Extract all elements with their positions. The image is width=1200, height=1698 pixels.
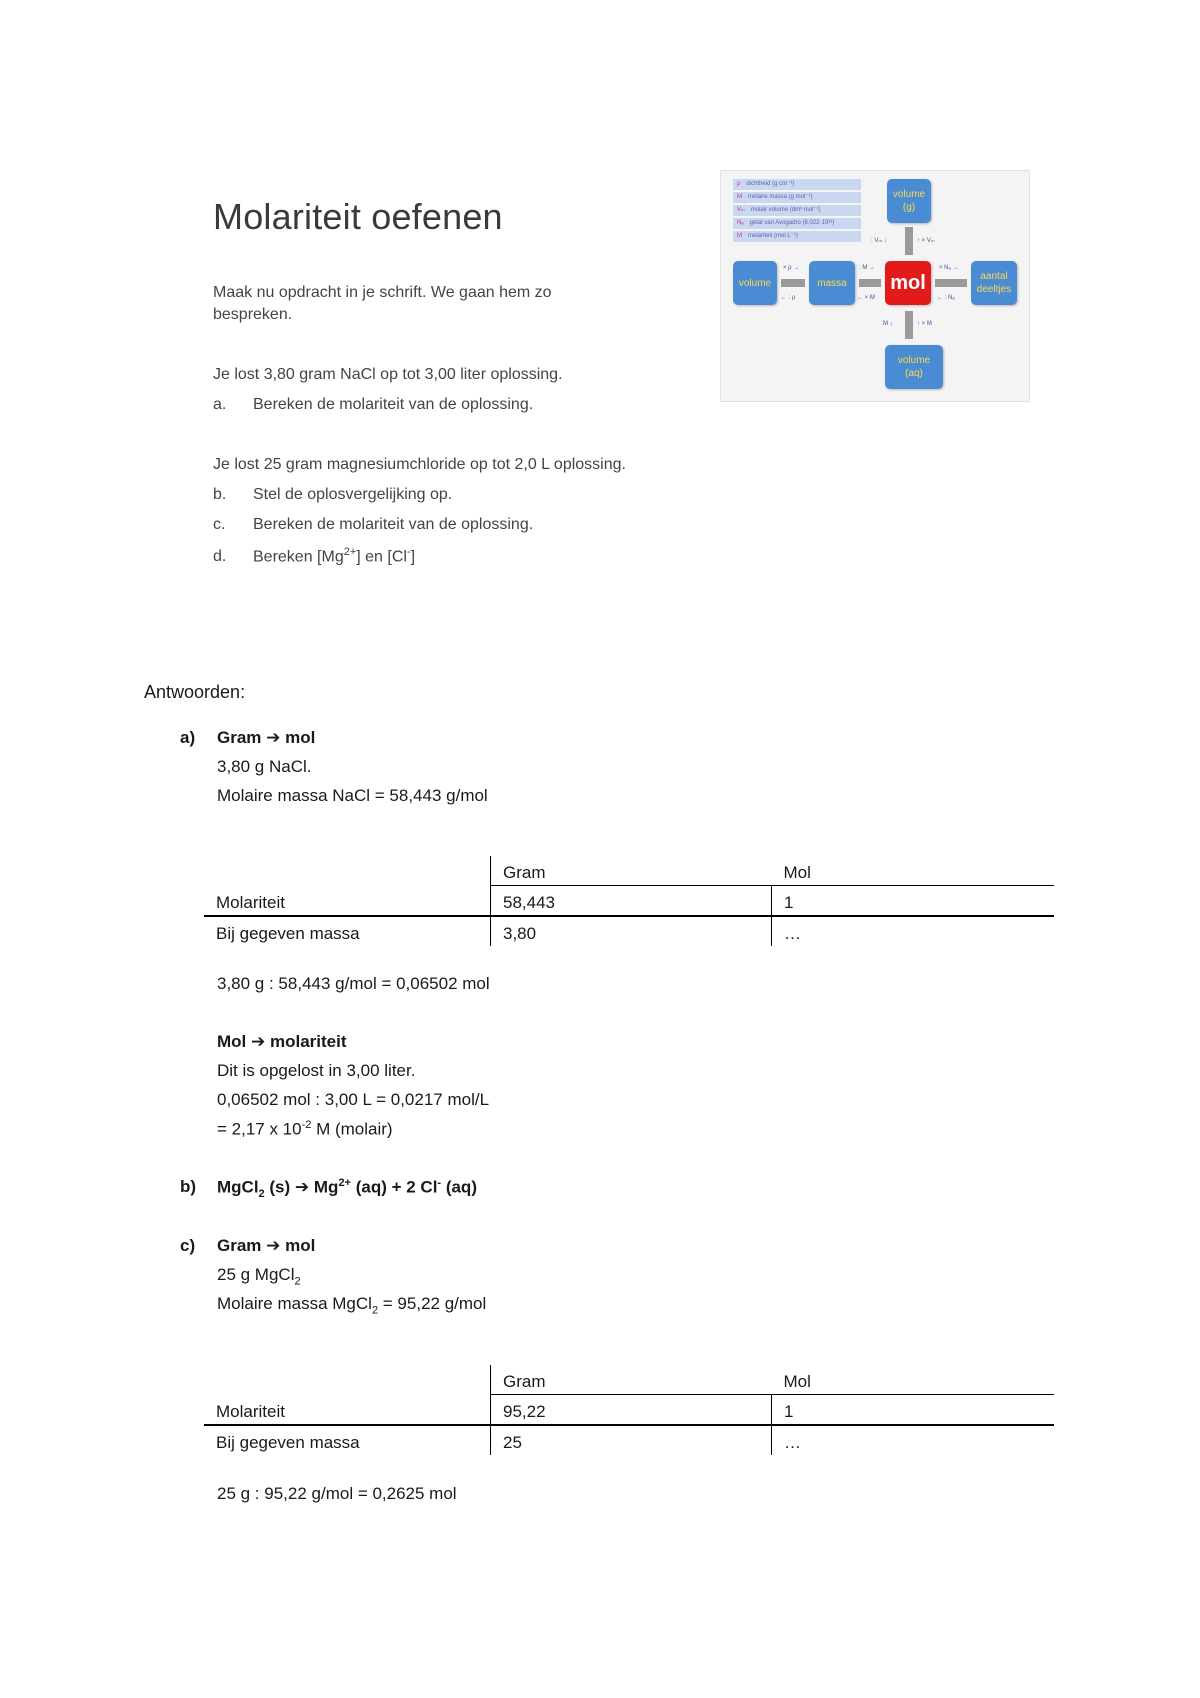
table-cell: Molariteit: [204, 1395, 491, 1426]
text-part: = 95,22 g/mol: [378, 1294, 487, 1313]
answer-a-marker: a): [180, 728, 196, 747]
slide-intro-line1: Maak nu opdracht in je schrift. We gaan hem zo: [213, 284, 552, 301]
table-cell: 1: [772, 886, 1055, 917]
legend-text: molaire massa (g mol⁻¹): [748, 194, 813, 200]
text-sub: 2: [258, 1188, 265, 1201]
answer-b-equation: [217, 1177, 477, 1200]
table-row: [204, 916, 1054, 946]
answer-c-step1: [217, 1236, 315, 1256]
table-row: [204, 1395, 1054, 1426]
item-text: Bereken de molariteit van de oplossing.: [253, 516, 534, 533]
table-cell: 58,443: [491, 886, 772, 917]
text-part: 25 g MgCl: [217, 1265, 295, 1284]
box-label: aantal: [980, 271, 1008, 282]
step-to: mol: [285, 1236, 316, 1255]
right-arrow-icon: ➔: [251, 1032, 266, 1051]
legend-symbol: M: [737, 233, 742, 239]
answer-a-step1: [217, 728, 315, 748]
table-row: [204, 886, 1054, 917]
step-to: mol: [285, 728, 316, 747]
item-text: Stel de oplosvergelijking op.: [253, 486, 453, 503]
answer-a-line4: 0,06502 mol : 3,00 L = 0,0217 mol/L: [217, 1090, 490, 1109]
text-part: M (molair): [311, 1119, 393, 1139]
item-sup: 2+: [343, 546, 357, 558]
arrow-label: M ↓: [883, 321, 893, 327]
volume-box: [733, 261, 777, 305]
legend-symbol: Nₐ: [737, 220, 744, 226]
box-label: deeltjes: [976, 284, 1012, 295]
text-part: (aq): [441, 1177, 477, 1197]
slide-item-c: [213, 516, 533, 534]
legend-symbol: Vₘ: [737, 207, 745, 213]
table-cell: …: [772, 916, 1055, 946]
text-part: (s): [264, 1177, 295, 1197]
table-cell: …: [772, 1425, 1055, 1455]
conversion-table-c: [204, 1365, 1054, 1455]
item-label: d.: [213, 548, 227, 566]
text-sub: 2: [294, 1275, 301, 1288]
answer-a-line5: [217, 1119, 393, 1140]
step-from: Mol: [217, 1032, 247, 1051]
item-sup2: -: [406, 546, 411, 558]
item-text-prefix: Bereken [Mg: [253, 548, 344, 566]
text-part: Molaire massa MgCl: [217, 1294, 372, 1313]
table-cell: Gram: [491, 856, 772, 886]
box-label: volume: [738, 277, 772, 289]
answer-c-line2: [217, 1294, 486, 1316]
right-arrow-icon: ➔: [294, 1177, 310, 1197]
table-cell: [204, 856, 491, 886]
legend-row: [733, 231, 861, 242]
table-cell: Mol: [772, 856, 1055, 886]
massa-box: [809, 261, 855, 305]
text-part: (aq) + 2 Cl: [350, 1177, 438, 1197]
legend-text: dichtheid (g cm⁻³): [746, 181, 795, 187]
aantal-deeltjes-box: [971, 261, 1017, 305]
item-label: c.: [213, 516, 226, 533]
item-text-suffix: ]: [410, 548, 416, 566]
box-label: (g): [902, 202, 916, 213]
arrow-massa-mol: [859, 279, 881, 287]
box-label: mol: [890, 271, 926, 294]
answer-a-step2: [217, 1032, 347, 1052]
mol-conversion-diagram: [720, 170, 1030, 402]
answers-heading: Antwoorden:: [144, 682, 246, 702]
table-cell: Mol: [772, 1365, 1055, 1395]
volume-aq-box: [885, 345, 943, 389]
conversion-table-a: [204, 856, 1054, 946]
item-text: Bereken de molariteit van de oplossing.: [253, 396, 534, 413]
mol-box: [885, 261, 931, 305]
arrow-label: ↑ × M: [917, 321, 932, 327]
slide-intro-line2: bespreken.: [213, 306, 293, 323]
box-label: massa: [817, 277, 847, 289]
legend-text: getal van Avogadro (6,022·10²³): [749, 220, 835, 226]
slide-problem2: Je lost 25 gram magnesiumchloride op tot 2,0 L oplossing.: [213, 456, 626, 473]
table-cell: 3,80: [491, 916, 772, 946]
diagram-legend: [733, 179, 861, 244]
legend-row: [733, 192, 861, 203]
legend-symbol: ρ: [737, 181, 741, 187]
arrow-mol-volume-gas: [905, 227, 913, 255]
answer-a-line1: 3,80 g NaCl.: [217, 757, 312, 776]
volume-gas-box: [887, 179, 931, 223]
text-part: MgCl: [217, 1177, 259, 1197]
arrow-label: × ρ →: [783, 265, 800, 271]
slide-item-a: [213, 396, 533, 414]
text-part: = 2,17 x 10: [217, 1119, 302, 1139]
box-label: (aq): [905, 368, 923, 379]
arrow-mol-volume-aq: [905, 311, 913, 339]
right-arrow-icon: ➔: [266, 728, 281, 747]
right-arrow-icon: ➔: [266, 1236, 281, 1255]
text-sup: 2+: [338, 1177, 351, 1189]
arrow-label: × Nₐ →: [939, 265, 959, 271]
arrow-label: : M →: [859, 265, 875, 271]
step-from: Gram: [217, 728, 262, 747]
legend-text: molariteit (mol L⁻¹): [748, 233, 798, 239]
text-sup: -: [437, 1177, 442, 1189]
arrow-label: ← : ρ: [781, 295, 796, 301]
item-text-mid: ] en [Cl: [356, 548, 407, 566]
answer-a-line2: Molaire massa NaCl = 58,443 g/mol: [217, 786, 488, 805]
table-cell: Gram: [491, 1365, 772, 1395]
answer-c-line1: [217, 1265, 301, 1287]
table-cell: 1: [772, 1395, 1055, 1426]
item-label: b.: [213, 486, 227, 503]
slide-problem1: Je lost 3,80 gram NaCl op tot 3,00 liter oplossing.: [213, 366, 563, 383]
slide-title: Molariteit oefenen: [213, 196, 503, 237]
answer-c-calc1: 25 g : 95,22 g/mol = 0,2625 mol: [217, 1484, 457, 1503]
arrow-label: ↑ × Vₘ: [917, 238, 935, 244]
table-cell: Bij gegeven massa: [216, 1433, 360, 1452]
step-to: molariteit: [270, 1032, 347, 1051]
step-from: Gram: [217, 1236, 262, 1255]
arrow-mol-aantal: [935, 279, 967, 287]
text-sup: -2: [301, 1119, 312, 1131]
text-sub: 2: [371, 1304, 379, 1317]
table-cell: Molariteit: [204, 886, 491, 917]
answer-c-marker: c): [180, 1236, 196, 1255]
answer-b-marker: b): [180, 1177, 197, 1196]
legend-row: [733, 179, 861, 190]
table-cell: Bij gegeven massa: [216, 924, 360, 943]
arrow-label: ← × M: [857, 295, 875, 301]
table-header-row: [204, 1365, 1054, 1395]
table-row: [204, 1425, 1054, 1455]
answer-a-calc1: 3,80 g : 58,443 g/mol = 0,06502 mol: [217, 974, 490, 993]
item-label: a.: [213, 396, 227, 413]
legend-row: [733, 205, 861, 216]
slide-item-d: [213, 546, 415, 566]
table-cell: 25: [491, 1425, 772, 1455]
table-header-row: [204, 856, 1054, 886]
arrow-label: ← : Nₐ: [937, 295, 955, 301]
legend-text: molair volume (dm³ mol⁻¹): [750, 207, 821, 213]
table-cell: 95,22: [491, 1395, 772, 1426]
table-cell: [204, 1365, 491, 1395]
answer-a-line3: Dit is opgelost in 3,00 liter.: [217, 1061, 416, 1080]
box-label: volume: [897, 355, 931, 366]
legend-symbol: M: [737, 194, 742, 200]
box-label: volume: [892, 189, 926, 200]
arrow-label: : Vₘ ↓: [871, 238, 887, 244]
text-part: Mg: [309, 1177, 339, 1197]
slide-item-b: [213, 486, 452, 504]
legend-row: [733, 218, 861, 229]
arrow-volume-massa: [781, 279, 805, 287]
